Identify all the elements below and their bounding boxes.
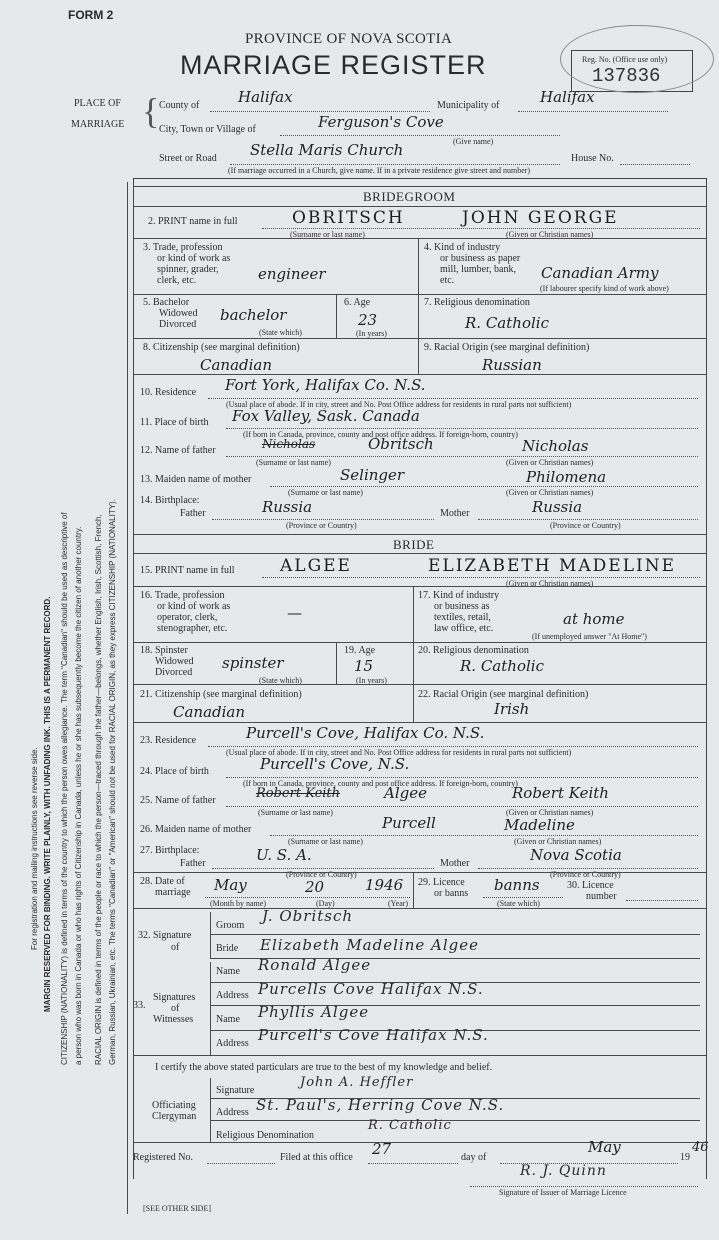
margin-binding-note: MARGIN RESERVED FOR BINDING. WRITE PLAINLY, WITH UNFADING INK. THIS IS A PERMANENT RECORD. xyxy=(43,596,52,1012)
bride-birthplace: Purcell's Cove, N.S. xyxy=(260,755,410,773)
street-value: Stella Maris Church xyxy=(250,141,404,159)
groom-industry-label4: etc. xyxy=(440,275,455,286)
groom-trade-label3: spinner, grader, xyxy=(157,264,219,275)
form-number: FORM 2 xyxy=(68,8,114,22)
licence-or-banns: banns xyxy=(494,876,540,894)
groom-birthplace-parents-label: 14. Birthplace: xyxy=(140,495,200,506)
bride-residence: Purcell's Cove, Halifax Co. N.S. xyxy=(246,724,485,742)
bride-mother-bp-hint: (Province or Country) xyxy=(550,870,621,879)
street-label: Street or Road xyxy=(159,153,217,164)
groom-industry-label: 4. Kind of industry xyxy=(424,242,501,253)
groom-given-names: JOHN GEORGE xyxy=(462,208,619,228)
bride-mother-given-hint: (Given or Christian names) xyxy=(514,837,602,846)
margin-racial-def2: German, Russian, Ukrainian, etc. The terms "Canadian" or "American" should not be used for RACIAL ORIGIN, as they express CITIZENSHIP (NATIONALITY). xyxy=(108,499,117,1065)
year-hint: (Year) xyxy=(388,899,409,908)
bride-trade-label2: or kind of work as xyxy=(157,601,231,612)
signature-of-label: of xyxy=(171,942,180,953)
margin-citizenship-def: CITIZENSHIP (NATIONALITY) is defined in terms of the country to which the person owes allegiance. The term "Canadian" should be used as descriptive of xyxy=(60,512,69,1065)
bride-father-struck: Robert Keith xyxy=(256,786,341,801)
bride-mother-bp: Nova Scotia xyxy=(530,846,622,864)
witness1-address-label: Address xyxy=(216,990,249,1001)
groom-mother-given: Philomena xyxy=(526,468,607,486)
groom-father-bp-hint: (Province or Country) xyxy=(286,521,357,530)
groom-trade-label: 3. Trade, profession xyxy=(143,242,223,253)
bride-age: 15 xyxy=(354,657,374,675)
bride-birthplace-parents-label: 27. Birthplace: xyxy=(140,845,200,856)
filed-label: Filed at this office xyxy=(280,1152,353,1163)
issuer-label: Signature of Issuer of Marriage Licence xyxy=(499,1188,627,1197)
bride-birthplace-label: 24. Place of birth xyxy=(140,766,209,777)
house-label: House No. xyxy=(571,153,614,164)
licence-label: 29. Licence xyxy=(418,877,465,888)
bride-status: spinster xyxy=(222,654,284,672)
filed-year-suffix: 46 xyxy=(692,1140,709,1155)
groom-trade: engineer xyxy=(258,265,326,283)
groom-birthplace-label: 11. Place of birth xyxy=(140,417,209,428)
witnesses-of: of xyxy=(171,1003,180,1014)
licence-number-label: 30. Licence xyxy=(567,880,614,891)
bride-status-hint: (State which) xyxy=(259,676,302,685)
groom-father-given: Nicholas xyxy=(522,437,589,455)
groom-given-hint: (Given or Christian names) xyxy=(506,230,594,239)
witnesses-label2: Witnesses xyxy=(153,1014,194,1025)
bride-birthplace-hint: (If born in Canada, province, county and post office address. If foreign-born, country) xyxy=(243,779,518,788)
reg-number-label: Reg. No. (Office use only) xyxy=(582,55,668,64)
groom-racial: Russian xyxy=(482,356,542,374)
groom-father-surname-hint: (Surname or last name) xyxy=(256,458,331,467)
filed-year-prefix: 19 xyxy=(680,1152,690,1163)
marriage-day: 20 xyxy=(305,878,325,896)
groom-surname: OBRITSCH xyxy=(292,208,405,228)
groom-birthplace-hint: (If born in Canada, province, county and post office address. If foreign-born, country) xyxy=(243,430,518,439)
issuer-signature: R. J. Quinn xyxy=(520,1163,607,1179)
groom-age-label: 6. Age xyxy=(344,297,371,308)
groom-industry-hint: (If labourer specify kind of work above) xyxy=(540,284,669,293)
bride-racial: Irish xyxy=(494,700,530,718)
province-heading: PROVINCE OF NOVA SCOTIA xyxy=(245,31,453,47)
groom-age-hint: (In years) xyxy=(356,329,387,338)
groom-age: 23 xyxy=(358,311,378,329)
bride-mother-surname: Purcell xyxy=(382,814,436,832)
registered-no-label: Registered No. xyxy=(133,1152,193,1163)
city-label: City, Town or Village of xyxy=(159,124,256,135)
groom-father-label: 12. Name of father xyxy=(140,445,216,456)
groom-name-label: 2. PRINT name in full xyxy=(148,216,238,227)
groom-mother-bp: Russia xyxy=(532,498,583,516)
bride-age-label: 19. Age xyxy=(344,645,376,656)
groom-surname-hint: (Surname or last name) xyxy=(290,230,365,239)
margin-instructions: For registration and mailing instructions see reverse side. xyxy=(30,747,39,950)
groom-trade-label2: or kind of work as xyxy=(157,253,231,264)
bride-father-bp: U. S. A. xyxy=(256,846,312,864)
groom-sig-label: Groom xyxy=(216,920,245,931)
section-bride: BRIDE xyxy=(393,537,435,552)
clergy-religion-label: Religious Denomination xyxy=(216,1130,315,1141)
groom-racial-label: 9. Racial Origin (see marginal definition) xyxy=(424,342,590,353)
witness2-name: Phyllis Algee xyxy=(258,1003,370,1021)
section-bridegroom: BRIDEGROOM xyxy=(363,189,456,204)
bride-religion: R. Catholic xyxy=(460,657,544,675)
see-other-side: [SEE OTHER SIDE] xyxy=(143,1204,211,1213)
witness2-address: Purcell's Cove Halifax N.S. xyxy=(258,1026,489,1044)
groom-mother-bp-hint: (Province or Country) xyxy=(550,521,621,530)
witness1-address: Purcells Cove Halifax N.S. xyxy=(258,980,484,998)
groom-mother-bp-label: Mother xyxy=(440,508,470,519)
bride-father-surname: Algee xyxy=(384,784,427,802)
bride-given-hint: (Given or Christian names) xyxy=(506,579,594,588)
place-note: (If marriage occurred in a Church, give name. If in a private residence give street and number) xyxy=(228,166,531,175)
bride-trade-label3: operator, clerk, xyxy=(157,612,218,623)
filed-month: May xyxy=(588,1138,621,1156)
bride-industry-label3: textiles, retail, xyxy=(434,612,491,623)
pencil-circle xyxy=(560,25,714,93)
groom-citizenship: Canadian xyxy=(200,356,273,374)
bride-father-bp-hint: (Province or Country) xyxy=(286,870,357,879)
bride-father-given: Robert Keith xyxy=(512,784,609,802)
bride-racial-label: 22. Racial Origin (see marginal definition) xyxy=(418,689,589,700)
licence-label2: or banns xyxy=(434,888,469,899)
marriage-year: 1946 xyxy=(365,876,404,894)
bride-mother-given: Madeline xyxy=(504,816,575,834)
municipality-value: Halifax xyxy=(540,88,595,106)
witnesses-label: Signatures xyxy=(153,992,196,1003)
groom-religion-label: 7. Religious denomination xyxy=(424,297,530,308)
groom-residence-label: 10. Residence xyxy=(140,387,197,398)
bride-status-label2: Widowed xyxy=(155,656,194,667)
groom-father-surname: Obritsch xyxy=(368,435,434,453)
bride-sig-label: Bride xyxy=(216,943,239,954)
day-hint: (Day) xyxy=(316,899,335,908)
bride-citizenship-label: 21. Citizenship (see marginal definition) xyxy=(140,689,302,700)
witnesses-number: 33. xyxy=(133,1000,146,1011)
day-of-label: day of xyxy=(461,1152,487,1163)
groom-status-label3: Divorced xyxy=(159,319,197,330)
groom-trade-label4: clerk, etc. xyxy=(157,275,197,286)
marriage-label: MARRIAGE xyxy=(71,119,125,130)
bride-mother-label: 26. Maiden name of mother xyxy=(140,824,252,835)
county-label: County of xyxy=(159,100,200,111)
groom-status-label: 5. Bachelor xyxy=(143,297,190,308)
margin-citizenship-def2: a person who was born in Canada or who has rights of Citizenship in Canada, unless he or she has subsequently become the citizen of another country. xyxy=(74,526,83,1065)
place-of-label: PLACE OF xyxy=(74,98,121,109)
groom-residence-hint: (Usual place of abode. If in city, street and No. Post Office address for residents in rural parts not sufficient) xyxy=(226,400,572,409)
bride-residence-hint: (Usual place of abode. If in city, street and No. Post Office address for residents in rural parts not sufficient) xyxy=(226,748,572,757)
municipality-label: Municipality of xyxy=(437,100,500,111)
groom-mother-given-hint: (Given or Christian names) xyxy=(506,488,594,497)
bride-age-hint: (In years) xyxy=(356,676,387,685)
clergy-addr-label: Address xyxy=(216,1107,249,1118)
bride-industry-hint: (If unemployed answer "At Home") xyxy=(532,632,647,641)
clergy-address: St. Paul's, Herring Cove N.S. xyxy=(256,1096,505,1114)
witness1-name-label: Name xyxy=(216,966,240,977)
bride-father-bp-label: Father xyxy=(180,858,206,869)
bride-industry: at home xyxy=(563,610,625,628)
bride-name-label: 15. PRINT name in full xyxy=(140,565,235,576)
clergy-label2: Clergyman xyxy=(152,1111,197,1122)
bride-father-given-hint: (Given or Christian names) xyxy=(506,808,594,817)
groom-status-hint: (State which) xyxy=(259,328,302,337)
groom-mother-surname-hint: (Surname or last name) xyxy=(288,488,363,497)
witness2-address-label: Address xyxy=(216,1038,249,1049)
groom-father-struck: Nicholas xyxy=(262,437,316,451)
groom-industry: Canadian Army xyxy=(541,264,659,282)
page-title: MARRIAGE REGISTER xyxy=(180,50,487,80)
brace: { xyxy=(142,91,160,131)
licence-number-label2: number xyxy=(586,891,617,902)
bride-given-names: ELIZABETH MADELINE xyxy=(428,556,676,576)
margin-racial-def: RACIAL ORIGIN is defined in terms of the people or race to which the person—traced through the father—belongs, whether English, Irish, Scottish, French, xyxy=(94,514,103,1065)
groom-birthplace: Fox Valley, Sask. Canada xyxy=(232,407,420,425)
bride-mother-surname-hint: (Surname or last name) xyxy=(288,837,363,846)
groom-father-given-hint: (Given or Christian names) xyxy=(506,458,594,467)
groom-father-bp-label: Father xyxy=(180,508,206,519)
bride-status-label3: Divorced xyxy=(155,667,193,678)
bride-surname: ALGEE xyxy=(280,556,352,576)
witness2-name-label: Name xyxy=(216,1014,240,1025)
filed-day: 27 xyxy=(372,1140,392,1158)
groom-industry-label2: or business as paper xyxy=(440,253,521,264)
marriage-date-label: 28. Date of xyxy=(140,876,185,887)
bride-status-label: 18. Spinster xyxy=(140,645,188,656)
bride-father-label: 25. Name of father xyxy=(140,795,216,806)
bride-industry-label: 17. Kind of industry xyxy=(418,590,500,601)
city-value: Ferguson's Cove xyxy=(318,113,444,131)
clergy-signature: John A. Heffler xyxy=(300,1075,414,1090)
clergy-religion: R. Catholic xyxy=(368,1118,452,1133)
witness1-name: Ronald Algee xyxy=(258,956,372,974)
bride-signature: Elizabeth Madeline Algee xyxy=(260,936,479,954)
groom-father-bp: Russia xyxy=(262,498,313,516)
groom-status: bachelor xyxy=(220,306,287,324)
month-hint: (Month by name) xyxy=(210,899,266,908)
bride-industry-label2: or business as xyxy=(434,601,490,612)
city-hint: (Give name) xyxy=(453,137,494,146)
groom-mother-label: 13. Maiden name of mother xyxy=(140,474,252,485)
bride-religion-label: 20. Religious denomination xyxy=(418,645,529,656)
bride-trade: — xyxy=(287,604,302,622)
clergy-sig-label: Signature xyxy=(216,1085,255,1096)
groom-citizenship-label: 8. Citizenship (see marginal definition) xyxy=(143,342,300,353)
groom-status-label2: Widowed xyxy=(159,308,198,319)
bride-mother-bp-label: Mother xyxy=(440,858,470,869)
bride-residence-label: 23. Residence xyxy=(140,735,197,746)
bride-industry-label4: law office, etc. xyxy=(434,623,494,634)
bride-trade-label4: stenographer, etc. xyxy=(157,623,228,634)
groom-religion: R. Catholic xyxy=(465,314,549,332)
certify-statement: I certify the above stated particulars are true to the best of my knowledge and belief. xyxy=(155,1062,493,1073)
marriage-date-label2: marriage xyxy=(155,887,191,898)
groom-signature: J. Obritsch xyxy=(262,907,354,925)
groom-industry-label3: mill, lumber, bank, xyxy=(440,264,516,275)
groom-residence: Fort York, Halifax Co. N.S. xyxy=(225,376,426,394)
bride-father-surname-hint: (Surname or last name) xyxy=(258,808,333,817)
reg-number: 137836 xyxy=(592,65,661,87)
groom-mother-surname: Selinger xyxy=(340,466,405,484)
bride-citizenship: Canadian xyxy=(173,703,246,721)
bride-trade-label: 16. Trade, profession xyxy=(140,590,225,601)
marriage-month: May xyxy=(214,876,247,894)
clergy-label: Officiating xyxy=(152,1100,196,1111)
signature-label: 32. Signature xyxy=(138,930,192,941)
licence-hint: (State which) xyxy=(497,899,540,908)
county-value: Halifax xyxy=(238,88,293,106)
